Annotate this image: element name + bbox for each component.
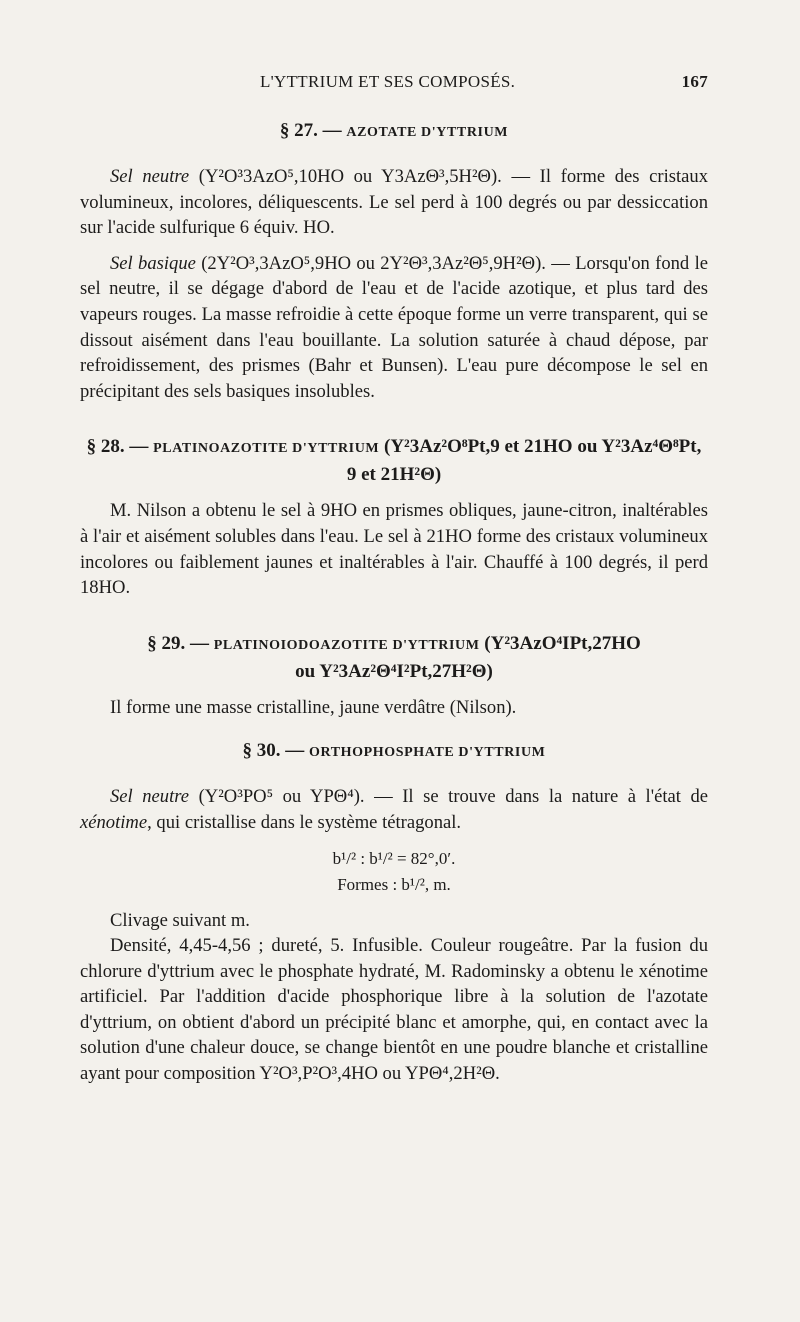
section-28-formula: (Y²3Az²O⁸Pt,9 et 21HO ou Y²3Az⁴Θ⁸Pt, <box>384 436 702 458</box>
section-27-heading <box>80 118 708 146</box>
section-29-paragraph-1: Il forme une masse cristalline, jaune verdâtre (Nilson). <box>110 696 517 718</box>
section-27-label-neutral: Sel neutre <box>110 166 190 187</box>
section-29-formula: (Y²3AzO⁴IPt,27HO <box>484 632 641 654</box>
section-30-paragraph-1 <box>80 784 708 835</box>
section-27-number: § 27. — <box>279 120 342 141</box>
section-28-title: PLATINOAZOTITE D'YTTRIUM <box>153 441 380 457</box>
section-30-heading <box>80 738 708 766</box>
running-head <box>80 72 708 100</box>
section-30-title: ORTHOPHOSPHATE D'YTTRIUM <box>309 745 546 761</box>
section-29-number: § 29. — <box>147 632 209 654</box>
section-30-number: § 30. — <box>242 740 305 762</box>
section-28-number: § 28. — <box>86 436 149 458</box>
crystal-angle-formula: b¹/² : b¹/² = 82°,0′. <box>332 848 456 868</box>
section-30-text-1b: , qui cristallise dans le système tétragonal. <box>147 811 462 833</box>
crystal-forms-formula: Formes : b¹/², m. <box>337 874 451 894</box>
section-27-title: AZOTATE D'YTTRIUM <box>346 125 509 140</box>
running-title: L'YTTRIUM ET SES COMPOSÉS. <box>260 72 516 91</box>
section-30-label-neutral: Sel neutre <box>110 786 190 808</box>
section-28-paragraph-1: M. Nilson a obtenu le sel à 9HO en prismes obliques, jaune-citron, inaltérables à l'air et aisément solubles dans l'eau. Le sel à 21HO forme des cristaux volumineux incolores ou faiblement jaunes et inaltérables à l'air. Chauffé à 100 degrés, il perd 18HO. <box>80 500 708 599</box>
page-number: 167 <box>681 72 708 91</box>
section-27-paragraph-2 <box>80 251 708 405</box>
section-28-heading <box>80 434 708 488</box>
section-27-label-basic: Sel basique <box>110 252 196 274</box>
section-30-paragraph-3: Densité, 4,45-4,56 ; dureté, 5. Infusible. Couleur rougeâtre. Par la fusion du chlorure d'yttrium avec le phosphate hydraté, M. Radominsky a obtenu le xénotime artificiel. Par l'addition d'acide phosphorique libre à la solution de l'azotate d'yttrium, on obtient d'abord un précipité blanc et amorphe, qui, en contact avec la solution d'une chaleur douce, se change bientôt en une poudre blanche et cristalline ayant pour composition Y²O³,P²O³,4HO ou YPΘ⁴,2H²Θ. <box>80 935 708 1085</box>
section-29-heading <box>80 631 708 685</box>
section-27-paragraph-1 <box>80 164 708 241</box>
section-27-text-2: (2Y²O³,3AzO⁵,9HO ou 2Y²Θ³,3Az²Θ⁵,9H²Θ). — Lorsqu'on fond le sel neutre, il se dégage d'abord de l'eau et de l'acide azotique, et plus tard des vapeurs rouges. La masse refroidie à cette époque forme un verre transparent, qui se dissout aisément dans l'eau bouillante. La solution saturée à chaud dépose, par refroidissement, des prismes (Bahr et Bunsen). L'eau pure décompose le sel en précipitant des sels basiques insolubles. <box>80 252 708 402</box>
section-29-formula-2: ou Y²3Az²Θ⁴I²Pt,27H²Θ) <box>295 660 493 682</box>
section-30-paragraph-2: Clivage suivant m. <box>110 909 250 931</box>
section-30-mineral-name: xénotime <box>80 811 148 833</box>
section-29-title: PLATINOIODOAZOTITE D'YTTRIUM <box>213 637 480 653</box>
section-28-formula-2: 9 et 21H²Θ) <box>346 464 442 486</box>
section-30-text-1a: (Y²O³PO⁵ ou YPΘ⁴). — Il se trouve dans la nature à l'état de <box>189 786 708 808</box>
section-27-text-1: (Y²O³3AzO⁵,10HO ou Y3AzΘ³,5H²Θ). — Il forme des cristaux volumineux, incolores, déliquescents. Le sel perd à 100 degrés ou par dessiccation sur l'acide sulfurique 6 équiv. HO. <box>80 166 708 239</box>
